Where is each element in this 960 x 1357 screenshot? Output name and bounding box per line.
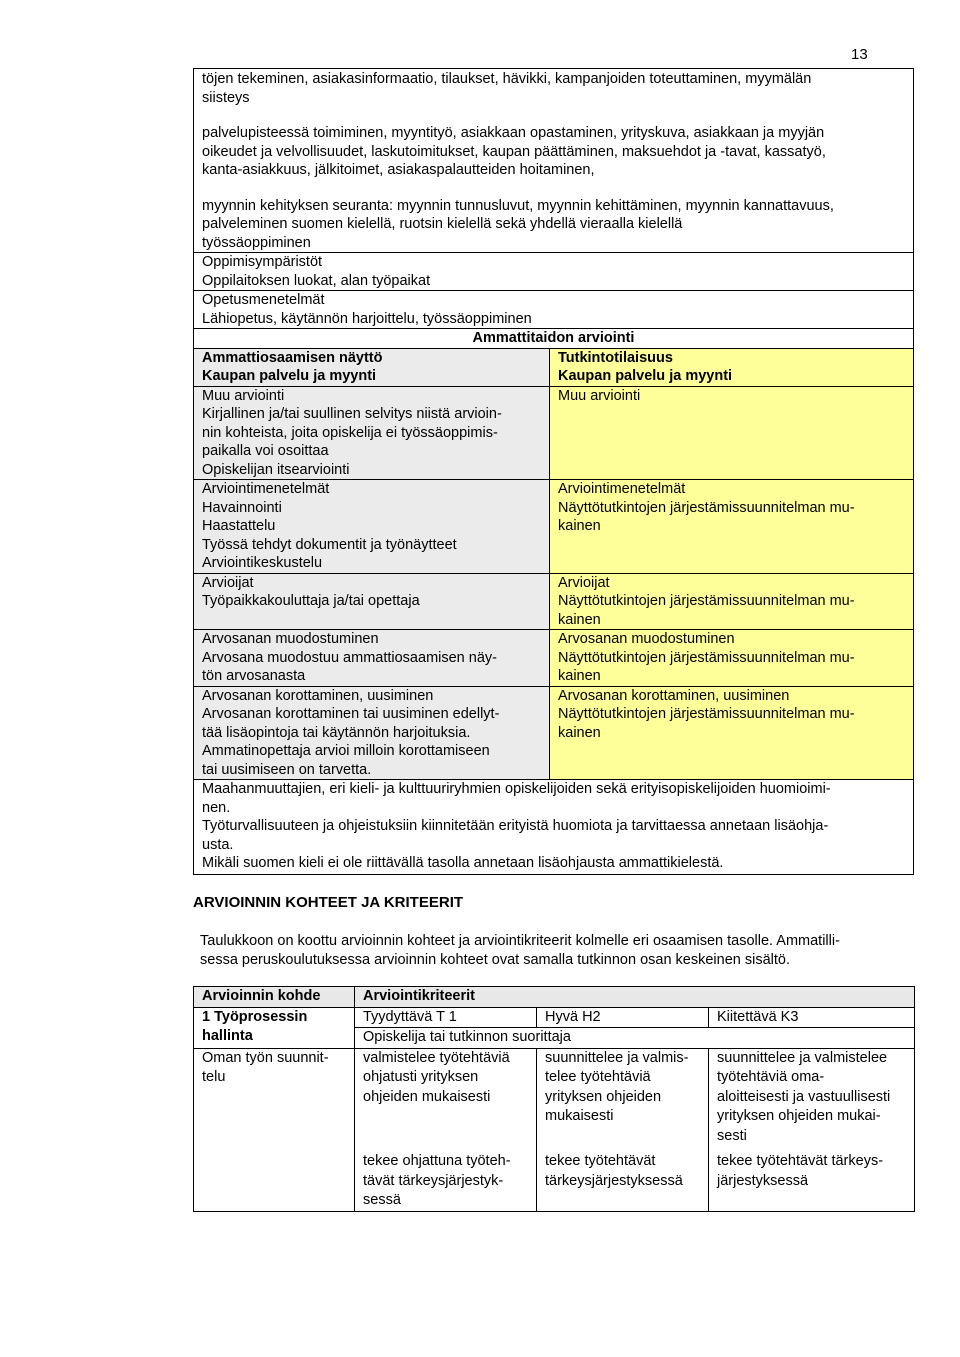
row-text: Lähiopetus, käytännön harjoittelu, työssäoppiminen <box>202 310 532 327</box>
text-line: kanta-asiakkuus, jälkitoimet, asiakaspalautteiden hoitaminen, <box>202 162 595 178</box>
cell-line: suunnittelee ja valmis- <box>545 1049 689 1066</box>
cell-line: Arvosanan muodostuminen <box>558 631 735 647</box>
cell-line: suunnittelee ja valmistelee <box>717 1049 888 1066</box>
cell-line: Arvosanan muodostuminen <box>202 631 379 647</box>
cell-line: Kaupan palvelu ja myynti <box>202 368 377 384</box>
left-header-cell <box>194 348 550 386</box>
grade-improvement-row <box>194 686 913 779</box>
text-line: myynnin kehityksen seuranta: myynnin tunnusluvut, myynnin kehittäminen, myynnin kannattavuus, <box>202 197 834 214</box>
cell-line: tön arvosanasta <box>202 668 306 684</box>
criteria-cell <box>355 1048 537 1152</box>
curriculum-frame <box>193 68 914 875</box>
content-paragraph-1 <box>194 69 913 107</box>
cell-line: tekee ohjattuna työteh- <box>363 1153 511 1169</box>
cell-line: Näyttötutkintojen järjestämissuunnitelman mu- <box>558 649 855 666</box>
row-title: Opetusmenetelmät <box>202 292 325 308</box>
content-paragraph-3 <box>194 197 913 253</box>
cell-line: tai uusimiseen on tarvetta. <box>202 761 372 778</box>
left-cell <box>194 686 550 779</box>
cell-line: valmistelee työtehtäviä <box>363 1049 510 1066</box>
cell-line: telu <box>202 1069 226 1085</box>
cell-line: Arviointikeskustelu <box>202 555 323 571</box>
row-text: Oppilaitoksen luokat, alan työpaikat <box>202 272 431 289</box>
methods-row <box>194 480 913 574</box>
cell-line: järjestyksessä <box>717 1172 809 1189</box>
text-line: Taulukkoon on koottu arvioinnin kohteet ja arviointikriteerit kolmelle eri osaamisen tasolle. Ammatilli- <box>200 933 840 949</box>
assessors-row <box>194 573 913 630</box>
cell-line: Arvioijat <box>202 574 254 591</box>
text-line: oikeudet ja velvollisuudet, laskutoimitukset, kaupan päättäminen, maksuehdot ja -tavat, kassatyö, <box>202 143 826 160</box>
text-line: työssäoppiminen <box>202 234 311 251</box>
grade-formation-row <box>194 630 913 687</box>
text-line: töjen tekeminen, asiakasinformaatio, tilaukset, hävikki, kampanjoiden toteuttaminen, myymälän <box>202 71 812 87</box>
cell-line: tävät tärkeysjärjestyk- <box>363 1172 504 1189</box>
cell-line: aloitteisesti ja vastuullisesti <box>717 1088 891 1105</box>
left-cell <box>194 630 550 687</box>
cell-line: Työssä tehdyt dokumentit ja työnäytteet <box>202 536 457 553</box>
text-line: sessa peruskoulutuksessa arvioinnin kohteet ovat samalla tutkinnon osan keskeinen sisältö. <box>200 951 791 968</box>
right-cell <box>550 573 914 630</box>
text-line: palvelupisteessä toimiminen, myyntityö, asiakkaan opastaminen, yrityskuva, asiakkaan ja myyjän <box>202 125 825 141</box>
criteria-cell <box>537 1152 709 1211</box>
content-paragraph-2 <box>194 124 913 180</box>
cell-line: työtehtäviä oma- <box>717 1069 825 1085</box>
text-line: Mikäli suomen kieli ei ole riittävällä tasolla annetaan lisäohjausta ammattikielestä. <box>202 855 724 871</box>
cell-line: hallinta <box>202 1028 253 1044</box>
cell-line: Näyttötutkintojen järjestämissuunnitelman mu- <box>558 499 855 516</box>
cell-line: Työpaikkakouluttaja ja/tai opettaja <box>202 593 420 609</box>
assessment-heading-row: Ammattitaidon arviointi <box>194 328 913 348</box>
text-line: palveleminen suomen kielellä, ruotsin kielellä sekä yhdellä vieraalla kielellä <box>202 216 683 232</box>
header-kriteerit: Arviointikriteerit <box>355 987 915 1008</box>
cell-line: Arviointimenetelmät <box>558 481 686 497</box>
cell-line: Muu arviointi <box>558 387 641 404</box>
level-t1: Tyydyttävä T 1 <box>355 1007 537 1028</box>
cell-line: Tutkintotilaisuus <box>558 349 673 366</box>
cell-line: Ammatinopettaja arvioi milloin korottamiseen <box>202 743 490 759</box>
cell-line: ohjeiden mukaisesti <box>363 1088 491 1105</box>
special-notes <box>194 779 913 874</box>
text-line: usta. <box>202 836 234 853</box>
section-heading: ARVIOINNIN KOHTEET JA KRITEERIT <box>193 894 464 911</box>
criteria-cell <box>709 1048 915 1152</box>
criteria-cell <box>537 1048 709 1152</box>
cell-line: nin kohteista, joita opiskelija ei työssäoppimis- <box>202 424 498 441</box>
row-title: Oppimisympäristöt <box>202 254 323 270</box>
page-number: 13 <box>851 46 868 63</box>
cell-line: kainen <box>558 724 601 741</box>
assessment-header-row <box>194 348 913 386</box>
right-header-cell <box>550 348 914 386</box>
subheader-cell: Opiskelija tai tutkinnon suorittaja <box>355 1028 915 1049</box>
header-kohde: Arvioinnin kohde <box>194 987 355 1008</box>
cell-line: tekee työtehtävät <box>545 1153 656 1169</box>
other-assessment-row <box>194 386 913 480</box>
right-cell <box>550 480 914 574</box>
cell-line: Havainnointi <box>202 499 282 516</box>
cell-line: Näyttötutkintojen järjestämissuunnitelman mu- <box>558 706 855 722</box>
right-cell <box>550 630 914 687</box>
intro-paragraph <box>200 932 905 969</box>
cell-line: sessä <box>363 1192 401 1208</box>
level-k3: Kiitettävä K3 <box>709 1007 915 1028</box>
cell-line: 1 Työprosessin <box>202 1008 308 1025</box>
cell-line: kainen <box>558 668 601 684</box>
cell-line: kainen <box>558 611 601 628</box>
criteria-cell <box>709 1152 915 1211</box>
cell-line: ohjatusti yrityksen <box>363 1069 479 1085</box>
levels-row <box>194 1007 915 1028</box>
text-line: Maahanmuuttajien, eri kieli- ja kulttuuriryhmien opiskelijoiden sekä erityisopiskelijoiden huomioimi- <box>202 781 831 797</box>
cell-line: Opiskelijan itsearviointi <box>202 461 350 478</box>
level-h2: Hyvä H2 <box>537 1007 709 1028</box>
left-cell <box>194 573 550 630</box>
cell-line: Näyttötutkintojen järjestämissuunnitelman mu- <box>558 593 855 609</box>
cell-line: Arvosanan korottaminen tai uusiminen edellyt- <box>202 706 500 722</box>
cell-line: Arvosanan korottaminen, uusiminen <box>558 687 790 704</box>
assessment-table <box>194 348 913 780</box>
cell-line: Ammattiosaamisen näyttö <box>202 349 383 366</box>
cell-line: Arvosana muodostuu ammattiosaamisen näy- <box>202 649 497 666</box>
criteria-table <box>193 986 915 1212</box>
cell-line: kainen <box>558 518 601 534</box>
text-line: siisteys <box>202 89 250 106</box>
cell-line: tärkeysjärjestyksessä <box>545 1172 683 1189</box>
cell-line: Kirjallinen ja/tai suullinen selvitys niistä arvioin- <box>202 406 502 422</box>
right-cell <box>550 386 914 480</box>
cell-line: Muu arviointi <box>202 387 285 404</box>
text-line: nen. <box>202 799 231 816</box>
cell-line: Haastattelu <box>202 518 276 534</box>
text-line: Työturvallisuuteen ja ohjeistuksiin kiinnitetään erityistä huomiota ja tarvittaessa annetaan lisäohja- <box>202 818 829 834</box>
cell-line: Oman työn suunnit- <box>202 1049 329 1066</box>
cell-line: tekee työtehtävät tärkeys- <box>717 1153 884 1169</box>
cell-line: yrityksen ohjeiden mukai- <box>717 1108 881 1124</box>
cell-line: yrityksen ohjeiden <box>545 1088 662 1105</box>
left-cell <box>194 386 550 480</box>
criteria-cell <box>355 1152 537 1211</box>
criteria-row-1 <box>194 1048 915 1152</box>
left-cell <box>194 480 550 574</box>
cell-line: sesti <box>717 1127 747 1144</box>
cell-line: telee työtehtäviä <box>545 1069 651 1085</box>
cell-line: Arvosanan korottaminen, uusiminen <box>202 687 434 704</box>
group-cell <box>194 1007 355 1048</box>
cell-line: mukaisesti <box>545 1108 614 1124</box>
cell-line: tää lisäopintoja tai käytännön harjoituksia. <box>202 724 471 741</box>
cell-line: Arvioijat <box>558 574 610 591</box>
cell-line: Kaupan palvelu ja myynti <box>558 368 733 384</box>
criteria-header-row <box>194 987 915 1008</box>
cell-line: Arviointimenetelmät <box>202 481 330 497</box>
cell-line: paikalla voi osoittaa <box>202 443 329 459</box>
right-cell <box>550 686 914 779</box>
item-cell <box>194 1048 355 1211</box>
learning-environments-row <box>194 252 913 290</box>
teaching-methods-row <box>194 290 913 328</box>
